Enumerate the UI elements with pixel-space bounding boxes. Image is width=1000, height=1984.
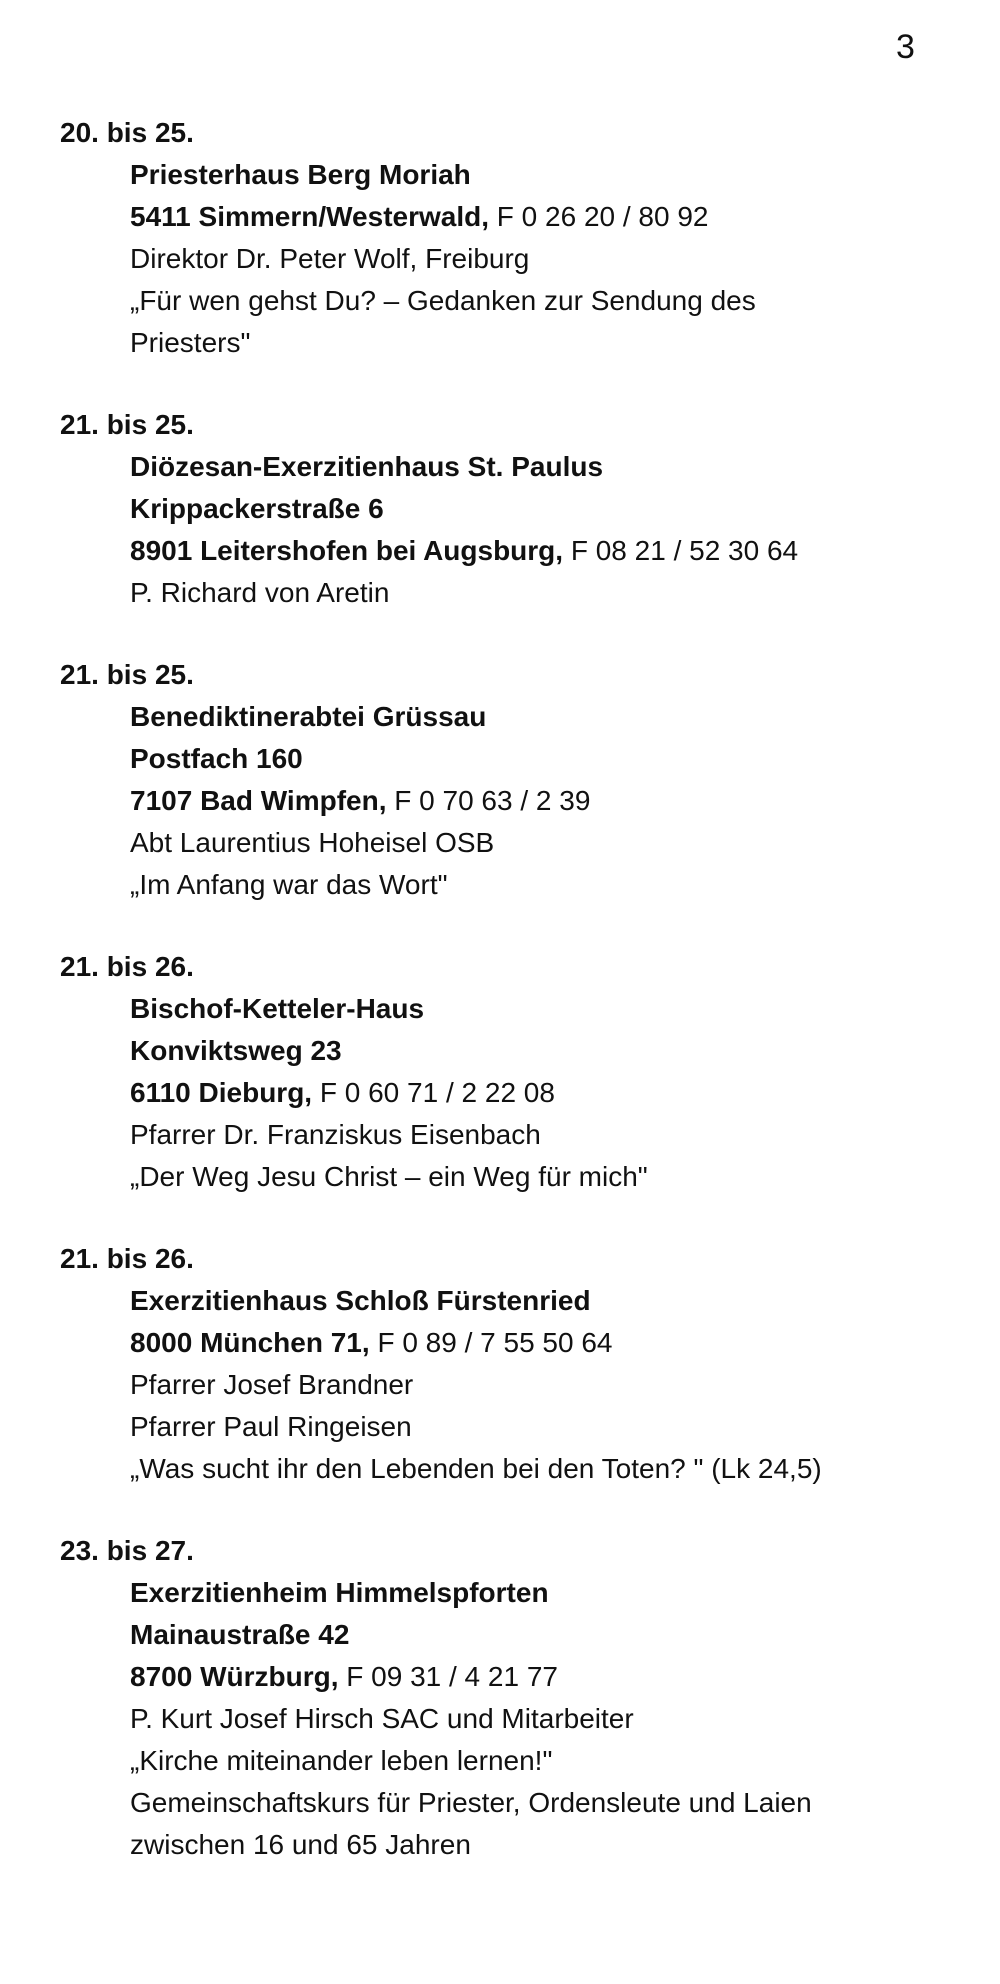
phone-number: F 0 89 / 7 55 50 64	[377, 1327, 613, 1358]
street: Konviktsweg 23	[130, 1035, 342, 1066]
entry-body	[60, 696, 980, 906]
city: 7107 Bad Wimpfen,	[130, 785, 387, 816]
retreat-entry	[60, 1530, 980, 1866]
retreat-list	[60, 112, 980, 1906]
phone-number: F 0 60 71 / 2 22 08	[319, 1077, 555, 1108]
address-line	[130, 1322, 980, 1364]
leader: Pfarrer Paul Ringeisen	[130, 1411, 412, 1442]
address-line	[130, 1072, 980, 1114]
course-theme: „Im Anfang war das Wort"	[130, 869, 448, 900]
retreat-entry	[60, 946, 980, 1198]
leader: Abt Laurentius Hoheisel OSB	[130, 827, 495, 858]
retreat-entry	[60, 112, 980, 364]
entry-date: 21. bis 26.	[60, 951, 194, 982]
address-line	[130, 780, 980, 822]
retreat-entry	[60, 1238, 980, 1490]
city: 8901 Leitershofen bei Augsburg,	[130, 535, 564, 566]
street: Krippackerstraße 6	[130, 493, 384, 524]
entry-body	[60, 446, 980, 614]
city: 8700 Würzburg,	[130, 1661, 339, 1692]
page-number: 3	[896, 28, 915, 66]
city: 6110 Dieburg,	[130, 1077, 313, 1108]
leader: Pfarrer Dr. Franziskus Eisenbach	[130, 1119, 541, 1150]
city: 8000 München 71,	[130, 1327, 370, 1358]
phone-number: F 08 21 / 52 30 64	[570, 535, 799, 566]
phone-number: F 0 26 20 / 80 92	[496, 201, 709, 232]
course-theme: „Der Weg Jesu Christ – ein Weg für mich"	[130, 1161, 648, 1192]
course-theme: „Kirche miteinander leben lernen!"	[130, 1745, 553, 1776]
city: 5411 Simmern/Westerwald,	[130, 201, 489, 232]
course-theme-continued: Priesters"	[130, 327, 251, 358]
house-name: Exerzitienhaus Schloß Fürstenried	[130, 1285, 591, 1316]
retreat-entry	[60, 404, 980, 614]
entry-date: 23. bis 27.	[60, 1535, 194, 1566]
phone-number: F 0 70 63 / 2 39	[394, 785, 591, 816]
address-line	[130, 530, 980, 572]
course-note: Gemeinschaftskurs für Priester, Ordensleute und Laien	[130, 1787, 812, 1818]
leader: Direktor Dr. Peter Wolf, Freiburg	[130, 243, 530, 274]
leader: P. Kurt Josef Hirsch SAC und Mitarbeiter	[130, 1703, 634, 1734]
street: Postfach 160	[130, 743, 303, 774]
house-name: Diözesan-Exerzitienhaus St. Paulus	[130, 451, 604, 482]
course-theme: „Für wen gehst Du? – Gedanken zur Sendung des	[130, 285, 756, 316]
entry-date: 21. bis 26.	[60, 1243, 194, 1274]
address-line	[130, 1656, 980, 1698]
house-name: Exerzitienheim Himmelspforten	[130, 1577, 549, 1608]
entry-date: 21. bis 25.	[60, 409, 194, 440]
leader: P. Richard von Aretin	[130, 577, 390, 608]
entry-date: 20. bis 25.	[60, 117, 194, 148]
address-line	[130, 196, 980, 238]
retreat-entry	[60, 654, 980, 906]
leader: Pfarrer Josef Brandner	[130, 1369, 414, 1400]
entry-body	[60, 988, 980, 1198]
house-name: Benediktinerabtei Grüssau	[130, 701, 487, 732]
house-name: Bischof-Ketteler-Haus	[130, 993, 425, 1024]
entry-date: 21. bis 25.	[60, 659, 194, 690]
course-note-continued: zwischen 16 und 65 Jahren	[130, 1829, 471, 1860]
entry-body	[60, 154, 980, 364]
entry-body	[60, 1280, 980, 1490]
phone-number: F 09 31 / 4 21 77	[346, 1661, 558, 1692]
house-name: Priesterhaus Berg Moriah	[130, 159, 471, 190]
street: Mainaustraße 42	[130, 1619, 350, 1650]
entry-body	[60, 1572, 980, 1866]
course-theme: „Was sucht ihr den Lebenden bei den Toten? " (Lk 24,5)	[130, 1453, 822, 1484]
